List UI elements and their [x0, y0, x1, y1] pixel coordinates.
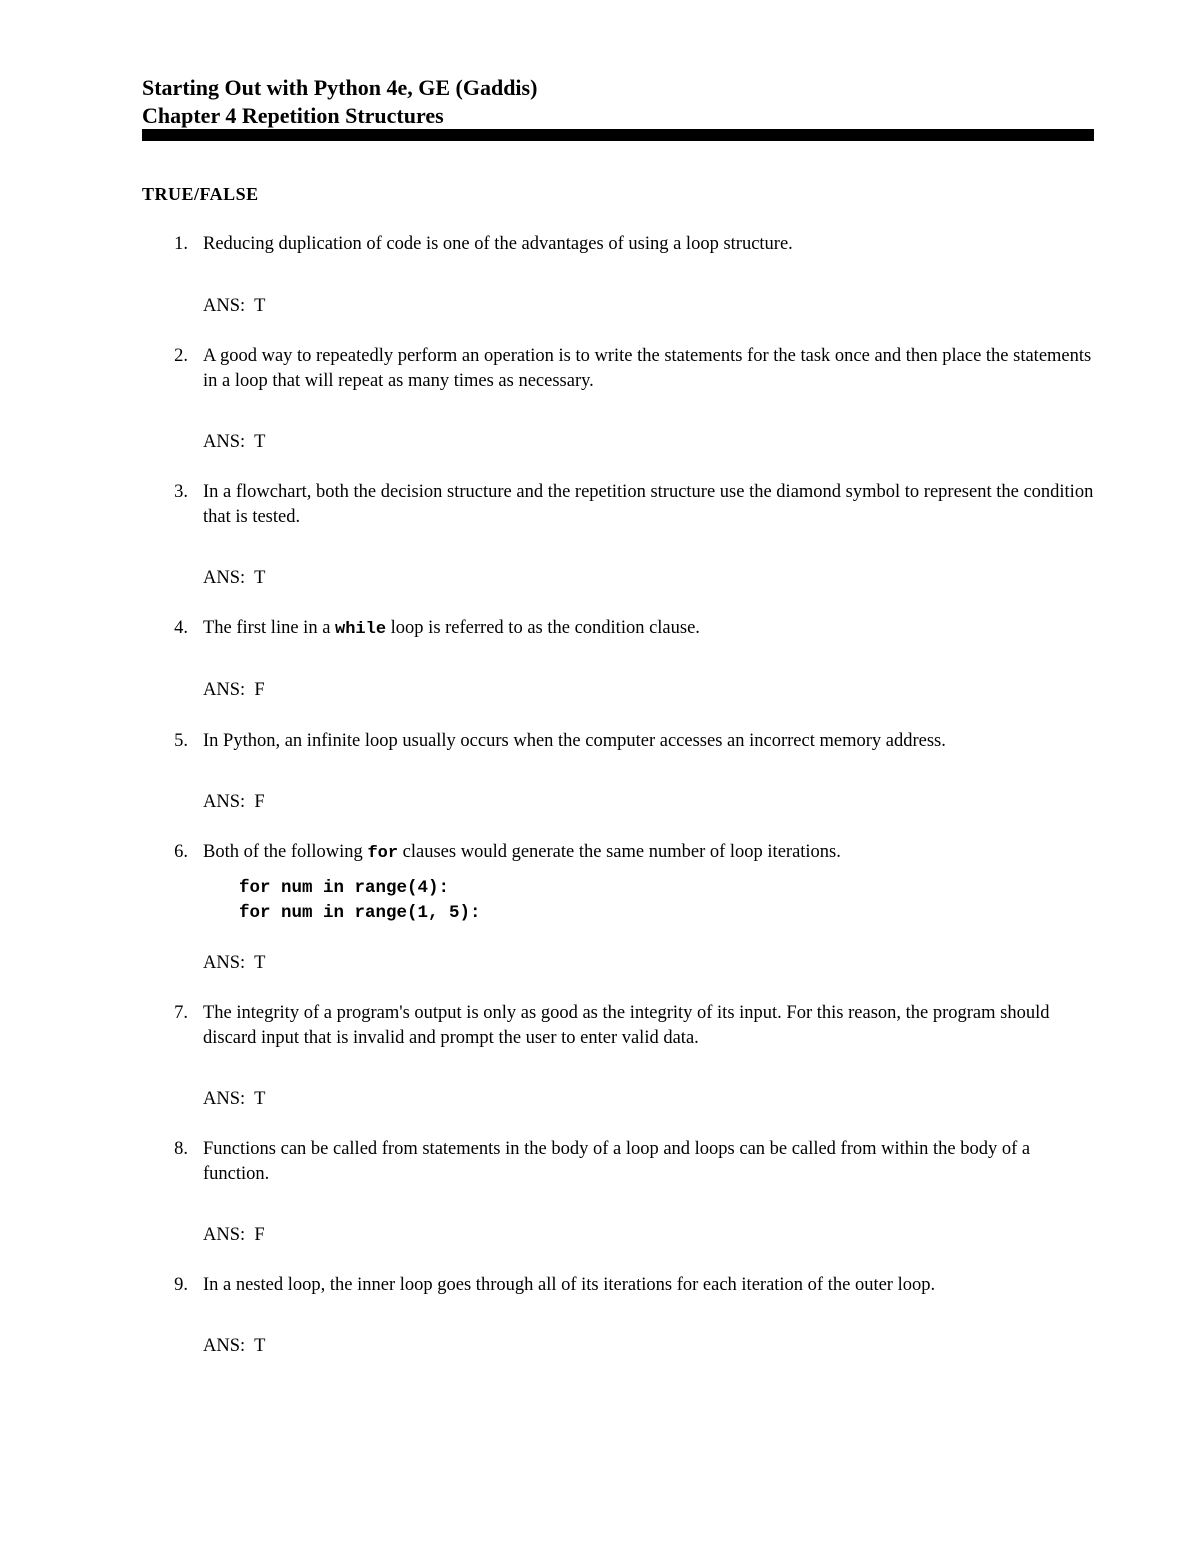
question-number: 1. — [174, 234, 188, 254]
answer-6: ANS: T — [203, 953, 266, 973]
inline-code: for — [367, 844, 399, 863]
code-line-1: for num in range(4): — [239, 878, 450, 898]
question-text: Functions can be called from statements in the body of a loop and loops can be called from within the body of a function. — [203, 1139, 1031, 1184]
chapter-title: Chapter 4 Repetition Structures — [142, 103, 444, 128]
question-number: 5. — [174, 731, 188, 751]
question-text — [203, 616, 1098, 642]
answer-9: ANS: T — [203, 1336, 266, 1356]
answer-3: ANS: T — [203, 568, 266, 588]
inline-code: while — [335, 620, 387, 639]
question-number: 9. — [174, 1275, 188, 1295]
book-title: Starting Out with Python 4e, GE (Gaddis) — [142, 75, 538, 100]
question-number: 2. — [174, 346, 188, 366]
question-text: In a flowchart, both the decision structure and the repetition structure use the diamond symbol to represent the condition that is tested. — [203, 482, 1094, 527]
header-rule — [142, 129, 1094, 141]
answer-7: ANS: T — [203, 1089, 266, 1109]
question-text: Reducing duplication of code is one of the advantages of using a loop structure. — [203, 234, 793, 254]
question-text-after: loop is referred to as the condition clause. — [386, 618, 700, 638]
answer-4: ANS: F — [203, 680, 265, 700]
section-heading: TRUE/FALSE — [142, 184, 259, 204]
question-text-before: Both of the following — [203, 842, 368, 862]
question-text: In a nested loop, the inner loop goes through all of its iterations for each iteration of the outer loop. — [203, 1275, 936, 1295]
question-text: A good way to repeatedly perform an operation is to write the statements for the task once and then place the statements in a loop that will repeat as many times as necessary. — [203, 346, 1092, 391]
question-number: 4. — [174, 618, 188, 638]
code-line-2: for num in range(1, 5): — [239, 903, 481, 923]
answer-2: ANS: T — [203, 432, 266, 452]
question-text-before: The first line in a — [203, 618, 336, 638]
answer-8: ANS: F — [203, 1225, 265, 1245]
question-number: 3. — [174, 482, 188, 502]
question-text: In Python, an infinite loop usually occurs when the computer accesses an incorrect memory address. — [203, 731, 946, 751]
answer-5: ANS: F — [203, 792, 265, 812]
question-number: 7. — [174, 1003, 188, 1023]
answer-1: ANS: T — [203, 296, 266, 316]
question-text-after: clauses would generate the same number of loop iterations. — [398, 842, 841, 862]
question-text: The integrity of a program's output is only as good as the integrity of its input. For this reason, the program should discard input that is invalid and prompt the user to enter valid data. — [203, 1003, 1050, 1048]
question-number: 6. — [174, 842, 188, 862]
question-text — [203, 840, 1098, 866]
question-number: 8. — [174, 1139, 188, 1159]
